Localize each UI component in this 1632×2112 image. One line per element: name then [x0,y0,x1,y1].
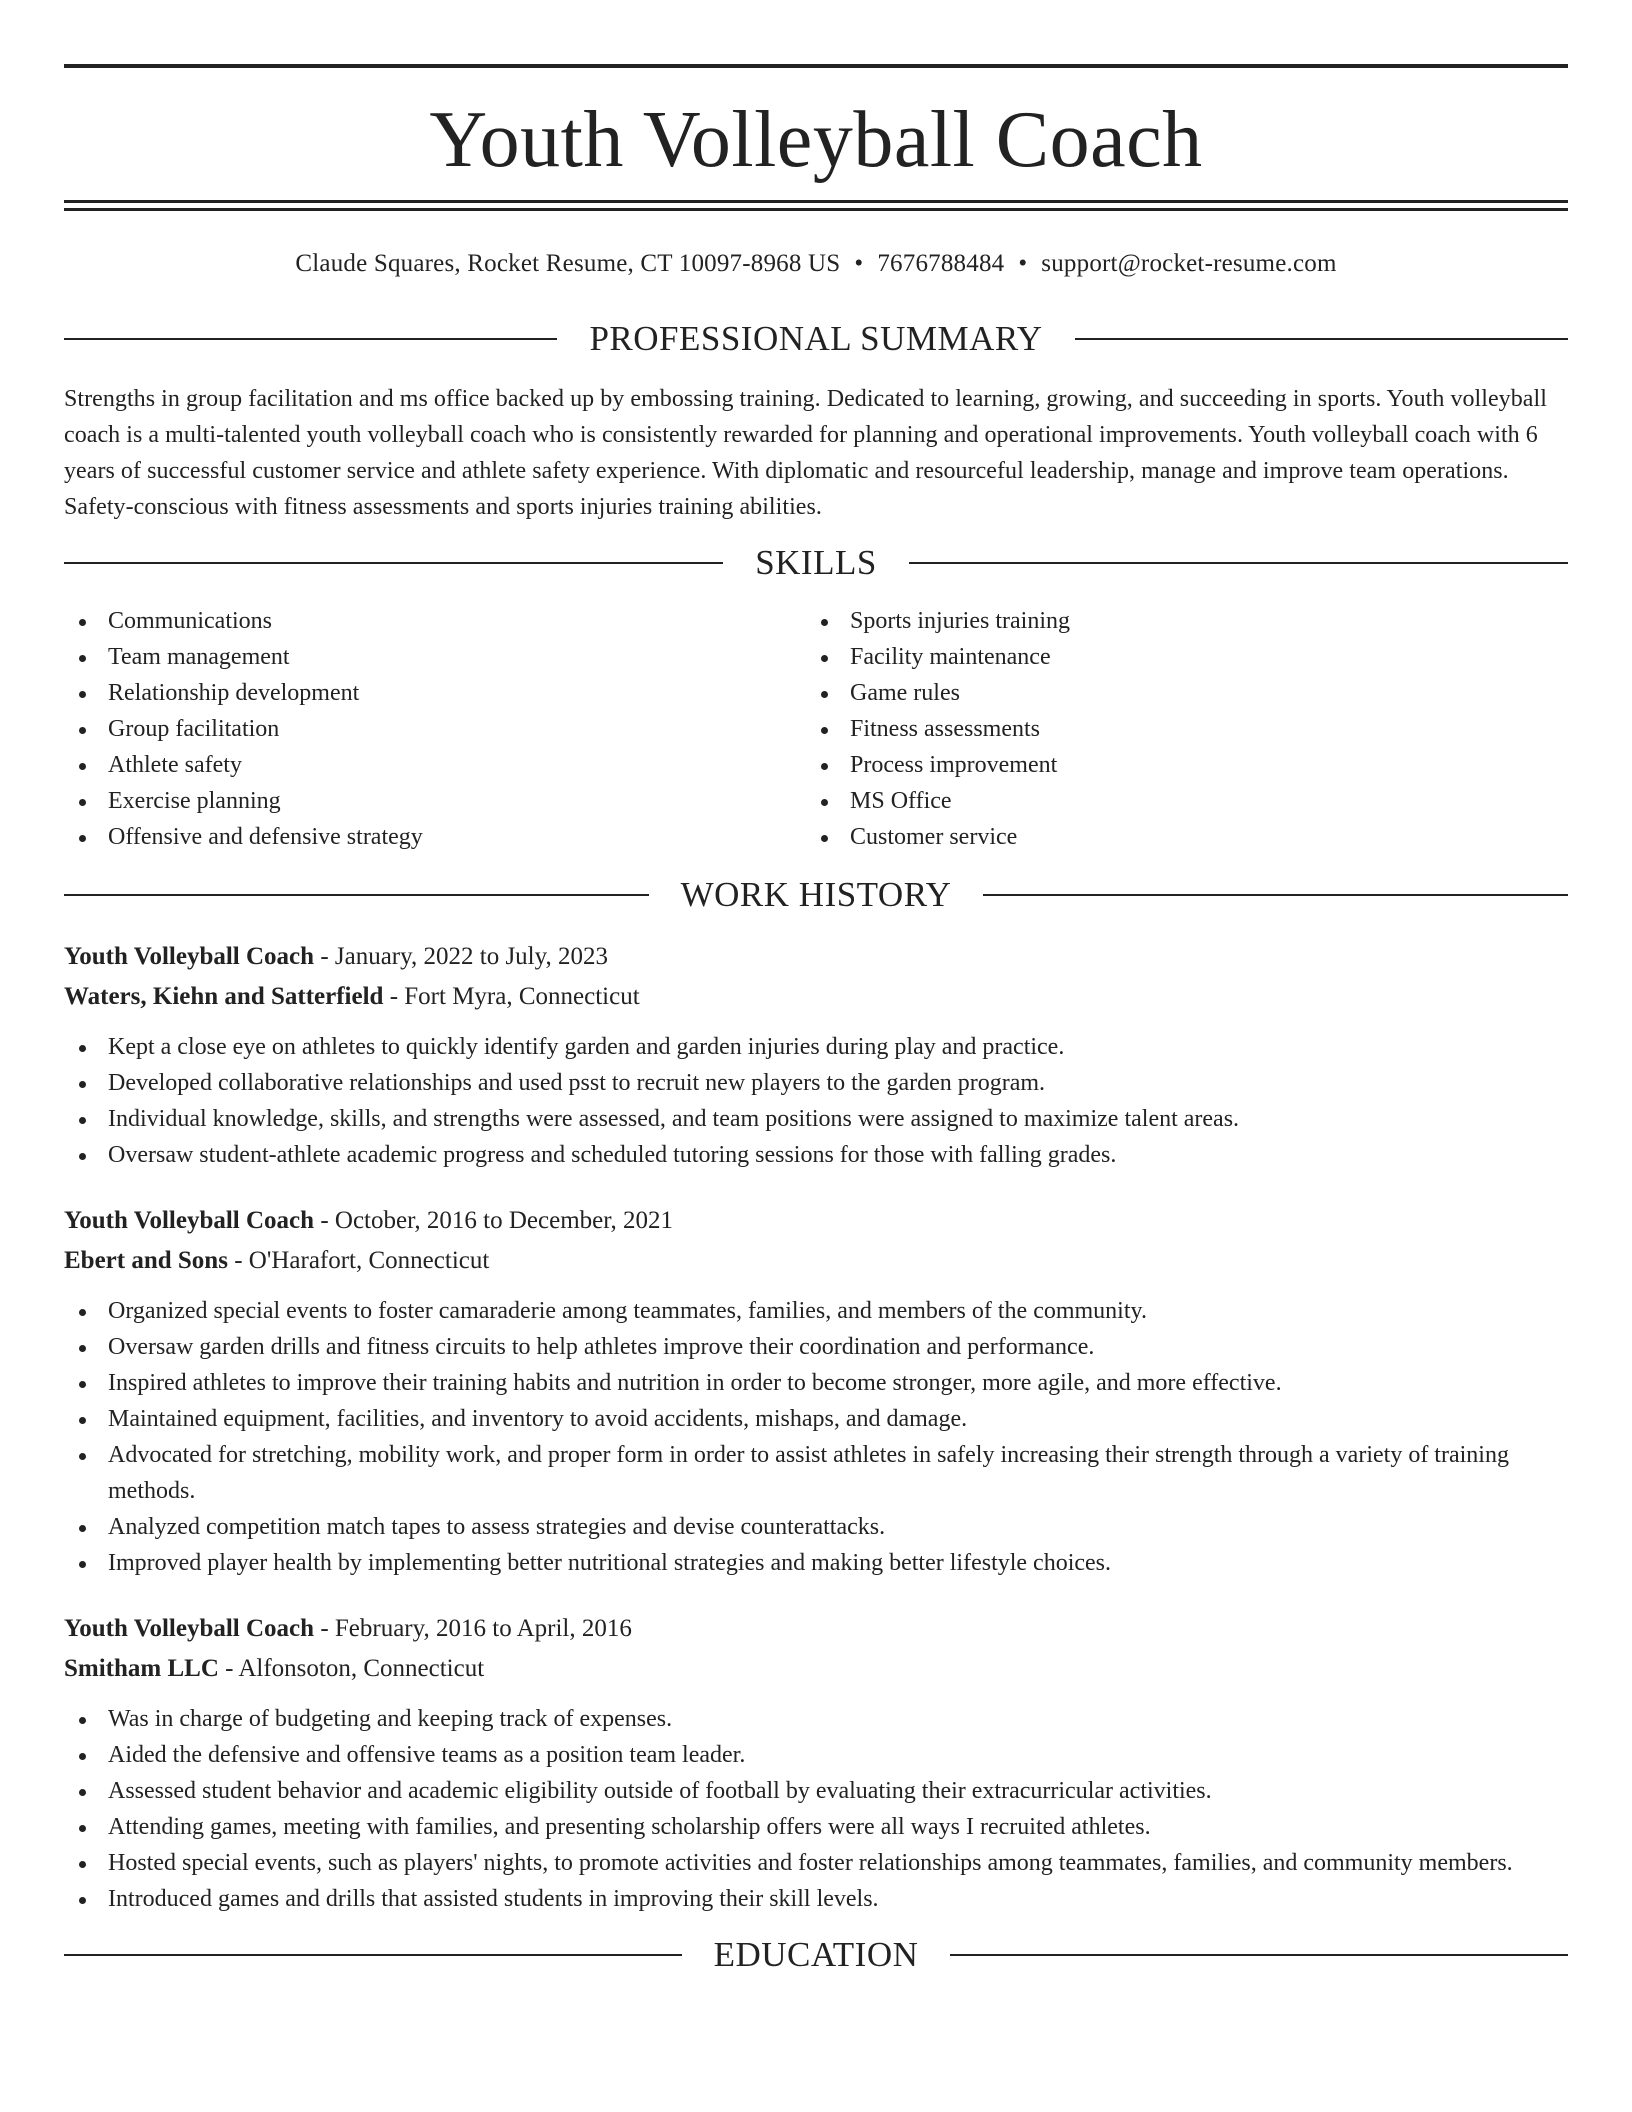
skill-item: MS Office [806,783,1548,819]
job-entry [64,1609,1568,1917]
skill-item: Customer service [806,819,1548,855]
job-company: Smitham LLC [64,1655,219,1682]
heading-rule-left [64,894,649,896]
contact-separator: • [854,250,864,277]
heading-rule-right [1075,338,1568,340]
summary-text: Strengths in group facilitation and ms office backed up by embossing training. Dedicated to learning, growing, and succeeding in sports. Youth volleyball coach is a multi-talented youth volleyball coach who is consistently rewarded for planning and operational improvements. Youth volleyball coach with 6 years of successful customer service and athlete safety experience. With diplomatic and resourceful leadership, manage and improve team operations. Safety-conscious with fitness assessments and sports injuries training abilities. [64,386,1547,520]
skill-item: Sports injuries training [806,603,1548,639]
heading-rule-left [64,338,557,340]
education-heading [64,1935,1568,1975]
job-bullets [64,1293,1568,1581]
skill-item: Fitness assessments [806,711,1548,747]
job-title-line [64,937,1568,977]
job-entry [64,1201,1568,1581]
skills-heading [64,543,1568,583]
contact-email: support@rocket-resume.com [1041,250,1337,277]
job-bullet: Advocated for stretching, mobility work, and proper form in order to assist athletes in safely increasing their strength through a variety of training methods. [64,1437,1568,1509]
job-company-line [64,1649,1568,1689]
skills-column-right [806,603,1548,855]
job-company: Ebert and Sons [64,1247,228,1274]
job-bullet: Oversaw student-athlete academic progress and scheduled tutoring sessions for those with falling grades. [64,1137,1568,1173]
job-company: Waters, Kiehn and Satterfield [64,983,384,1010]
heading-rule-left [64,1954,682,1956]
job-bullet: Maintained equipment, facilities, and inventory to avoid accidents, mishaps, and damage. [64,1401,1568,1437]
job-location: - Fort Myra, Connecticut [383,983,640,1010]
job-title: Youth Volleyball Coach [64,1207,315,1234]
summary-heading-label: PROFESSIONAL SUMMARY [589,319,1043,358]
job-bullet: Kept a close eye on athletes to quickly identify garden and garden injuries during play and practice. [64,1029,1568,1065]
job-bullet: Attending games, meeting with families, and presenting scholarship offers were all ways I recruited athletes. [64,1809,1568,1845]
job-dates: - February, 2016 to April, 2016 [314,1615,632,1642]
skill-item: Athlete safety [64,747,806,783]
job-bullets [64,1701,1568,1917]
job-company-line [64,977,1568,1017]
heading-rule-right [950,1954,1568,1956]
education-heading-label: EDUCATION [713,1935,919,1974]
job-bullet: Inspired athletes to improve their training habits and nutrition in order to become stronger, more agile, and more effective. [64,1365,1568,1401]
job-bullet: Was in charge of budgeting and keeping track of expenses. [64,1701,1568,1737]
header-double-rule [64,200,1568,211]
skill-item: Exercise planning [64,783,806,819]
skill-item: Team management [64,639,806,675]
job-bullet: Oversaw garden drills and fitness circuits to help athletes improve their coordination and performance. [64,1329,1568,1365]
job-bullet: Hosted special events, such as players' nights, to promote activities and foster relationships among teammates, families, and community members. [64,1845,1568,1881]
skills-heading-label: SKILLS [755,543,877,582]
job-bullet: Developed collaborative relationships and used psst to recruit new players to the garden program. [64,1065,1568,1101]
skill-item: Relationship development [64,675,806,711]
contact-line [64,249,1568,279]
job-bullet: Improved player health by implementing better nutritional strategies and making better lifestyle choices. [64,1545,1568,1581]
work-history-heading-label: WORK HISTORY [680,875,952,914]
job-location: - Alfonsoton, Connecticut [218,1655,485,1682]
heading-rule-left [64,562,723,564]
skill-item: Group facilitation [64,711,806,747]
job-dates: - October, 2016 to December, 2021 [314,1207,674,1234]
work-history-heading [64,875,1568,915]
skill-item: Process improvement [806,747,1548,783]
job-dates: - January, 2022 to July, 2023 [314,943,609,970]
skill-item: Offensive and defensive strategy [64,819,806,855]
job-company-line [64,1241,1568,1281]
job-bullets [64,1029,1568,1173]
contact-phone: 7676788484 [877,250,1005,277]
contact-separator: • [1018,250,1028,277]
job-bullet: Analyzed competition match tapes to assess strategies and devise counterattacks. [64,1509,1568,1545]
job-entry [64,937,1568,1173]
skill-item: Facility maintenance [806,639,1548,675]
job-bullet: Assessed student behavior and academic eligibility outside of football by evaluating their extracurricular activities. [64,1773,1568,1809]
job-bullet: Individual knowledge, skills, and strengths were assessed, and team positions were assigned to maximize talent areas. [64,1101,1568,1137]
job-title: Youth Volleyball Coach [64,943,315,970]
job-title-line [64,1609,1568,1649]
contact-address: Claude Squares, Rocket Resume, CT 10097-8968 US [295,250,841,277]
job-bullet: Aided the defensive and offensive teams as a position team leader. [64,1737,1568,1773]
heading-rule-right [909,562,1568,564]
job-title: Youth Volleyball Coach [64,1615,315,1642]
skills-column-left [64,603,806,855]
job-title-line [64,1201,1568,1241]
summary-heading [64,319,1568,359]
skill-item: Game rules [806,675,1548,711]
job-bullet: Introduced games and drills that assisted students in improving their skill levels. [64,1881,1568,1917]
job-location: - O'Harafort, Connecticut [227,1247,490,1274]
skill-item: Communications [64,603,806,639]
resume-title: Youth Volleyball Coach [429,96,1203,184]
job-bullet: Organized special events to foster camaraderie among teammates, families, and members of the community. [64,1293,1568,1329]
heading-rule-right [983,894,1568,896]
resume-page [64,64,1568,1975]
skills-list [64,603,1568,855]
